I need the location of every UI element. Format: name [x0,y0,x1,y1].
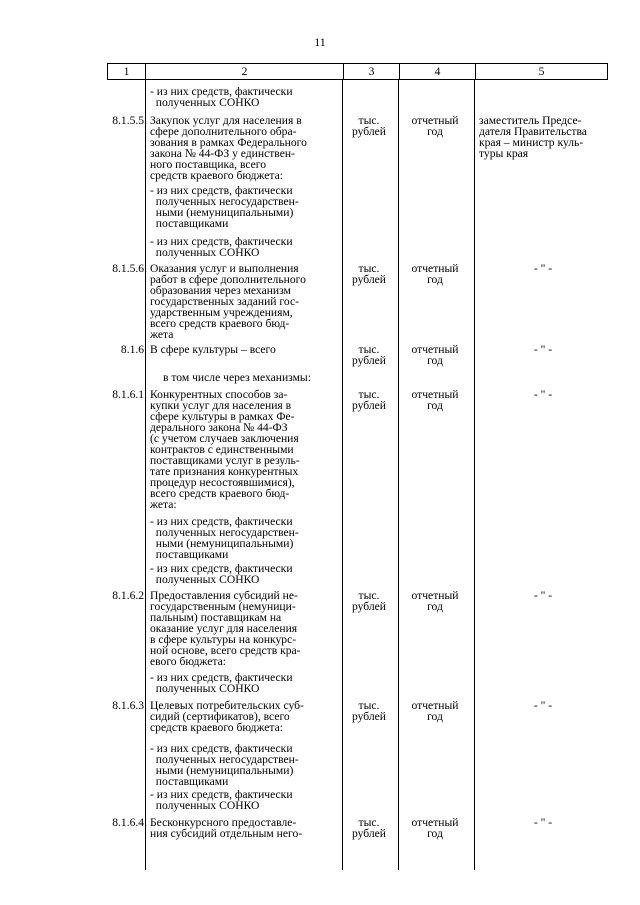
row-description: В сфере культуры – всего [150,343,276,356]
column-divider [145,80,146,870]
row-unit: тыс. рублей [351,699,387,723]
header-col-5: 5 [538,65,545,78]
row-period: отчетный год [411,589,459,613]
row-responsible: - " - [533,388,553,401]
row-description: - из них средств, фактически полученных негосударствен- ными (немуниципальными) поставщиками [150,742,299,788]
row-description: Предоставления субсидий не- государственным (немуници- пальным) поставщикам на оказание услуг для населения в сфере культуры на конкурс- ной основе, всего средств кра- евого бюджета: [150,589,301,668]
row-period: отчетный год [411,343,459,367]
row-responsible: - " - [533,589,553,602]
row-description: - из них средств, фактически полученных СОНКО [150,788,293,812]
header-col-2: 2 [241,65,248,78]
row-responsible: - " - [533,699,553,712]
row-period: отчетный год [411,699,459,723]
row-number: 8.1.5.5. [112,114,147,127]
row-period: отчетный год [411,816,459,840]
row-description: - из них средств, фактически полученных СОНКО [150,235,293,259]
row-unit: тыс. рублей [351,388,387,412]
column-divider [398,80,399,870]
row-unit: тыс. рублей [351,114,387,138]
row-period: отчетный год [411,262,459,286]
row-description: - из них средств, фактически полученных СОНКО [150,562,293,586]
row-description: - из них средств, фактически полученных СОНКО [150,85,293,109]
row-description: Конкурентных способов за- купки услуг для населения в сфере культуры в рамках Фе- дерального закона № 44-ФЗ (с учетом случаев заключения контрактов с единственными поставщиками услуг в резуль- тате признания конкурентных процедур несостоявшимися), всего средств краевого бюд- жета: [150,388,300,511]
row-number: 8.1.6.2. [112,589,147,602]
column-divider [474,80,475,870]
row-number: 8.1.6.1. [112,388,147,401]
row-description: Закупок услуг для населения в сфере дополнительного обра- зования в рамках Федерального закона № 44-ФЗ у единствен- ного поставщика, всего средств краевого бюджета: [150,114,307,182]
row-description: - из них средств, фактически полученных СОНКО [150,671,293,695]
row-number: 8.1.5.6. [112,262,147,275]
row-unit: тыс. рублей [351,816,387,840]
column-divider [342,80,343,870]
row-description: - из них средств, фактически полученных негосударствен- ными (немуниципальными) поставщиками [150,515,299,561]
row-description: в том числе через механизмы: [163,371,311,384]
row-description: Оказания услуг и выполнения работ в сфере дополнительного образования через механизм государственных заданий гос- ударственным учреждениям, всего средств краевого бюд- жета [150,262,306,341]
row-description: Целевых потребительских суб- сидий (сертификатов), всего средств краевого бюджета: [150,699,304,734]
row-number: 8.1.6.3. [112,699,147,712]
row-number: 8.1.6.4. [112,816,147,829]
row-responsible: заместитель Предсе- дателя Правительства края – министр куль- туры края [479,114,587,160]
header-col-1: 1 [123,65,130,78]
row-responsible: - " - [533,816,553,829]
header-col-4: 4 [434,65,441,78]
row-description: - из них средств, фактически полученных негосударствен- ными (немуниципальными) поставщиками [150,184,299,230]
row-period: отчетный год [411,388,459,412]
header-col-3: 3 [368,65,375,78]
row-unit: тыс. рублей [351,589,387,613]
row-unit: тыс. рублей [351,343,387,367]
row-period: отчетный год [411,114,459,138]
page-number: 11 [314,35,326,49]
row-responsible: - " - [533,343,553,356]
row-unit: тыс. рублей [351,262,387,286]
row-responsible: - " - [533,262,553,275]
row-description: Бесконкурсного предоставле- ния субсидий отдельным него- [150,816,303,840]
row-number: 8.1.6. [120,343,147,356]
table-header [107,63,608,80]
